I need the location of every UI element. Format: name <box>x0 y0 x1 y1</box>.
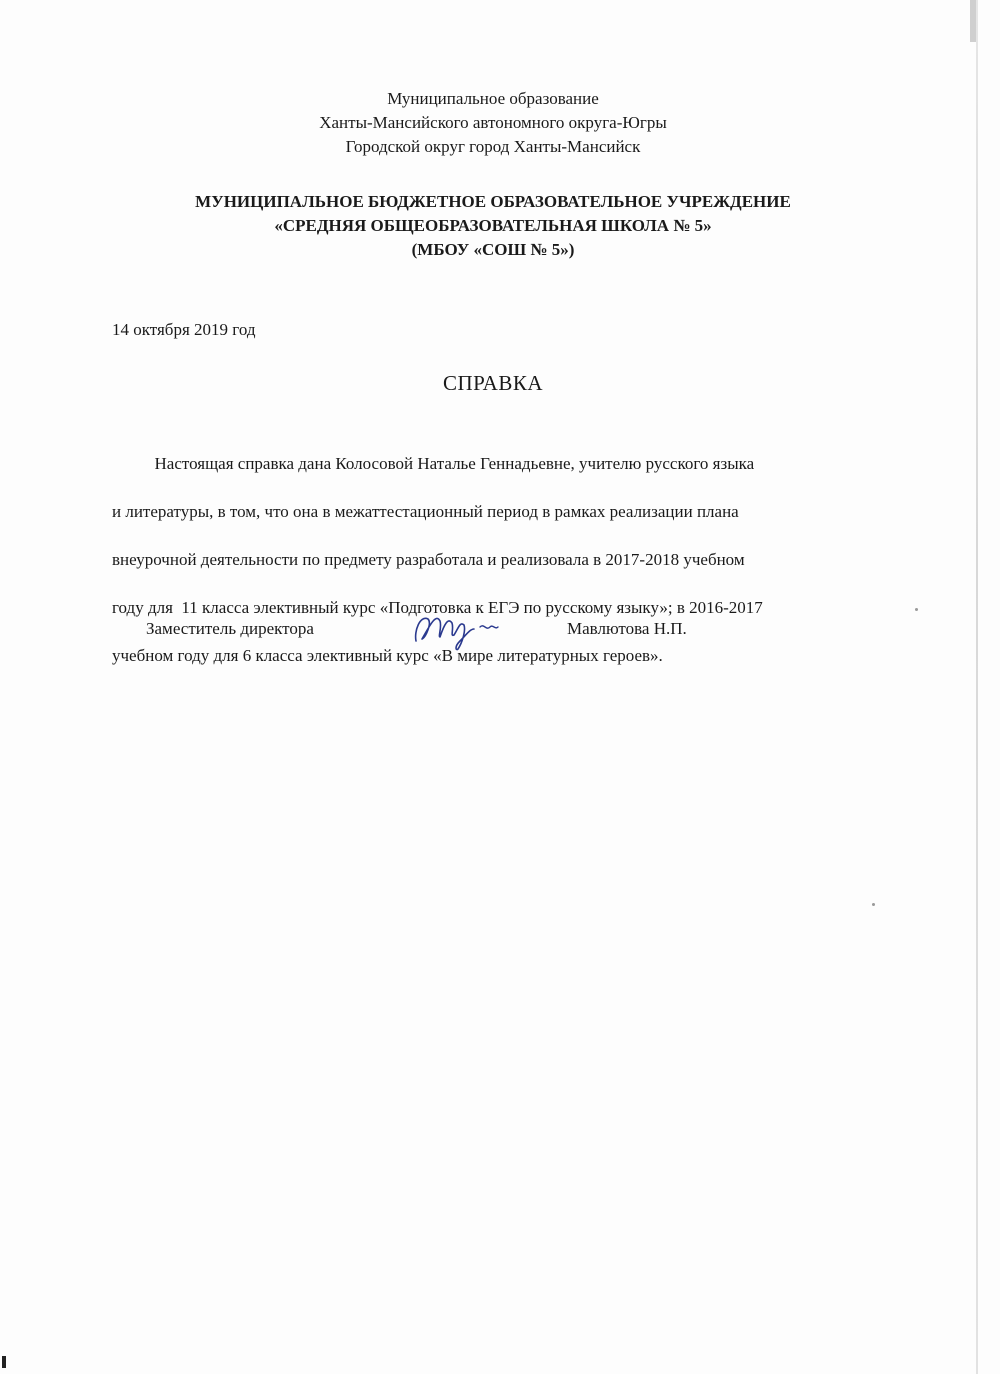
scan-edge <box>976 0 978 1374</box>
municipality-header <box>90 87 896 159</box>
scan-speck <box>872 903 875 906</box>
organization-name <box>90 190 896 262</box>
header-line: Ханты-Мансийского автономного округа-Югры <box>319 113 667 132</box>
body-line: внеурочной деятельности по предмету разработала и реализовала в 2017-2018 учебном <box>112 550 745 569</box>
header-line: Муниципальное образование <box>387 89 599 108</box>
organization-line: (МБОУ «СОШ № 5») <box>411 240 575 259</box>
handwritten-signature-icon <box>410 603 510 653</box>
scan-speck <box>915 608 918 611</box>
body-line: учебном году для 6 класса элективный курс «В мире литературных героев». <box>112 646 663 665</box>
header-line: Городской округ город Ханты-Мансийск <box>345 137 641 156</box>
organization-line: МУНИЦИПАЛЬНОЕ БЮДЖЕТНОЕ ОБРАЗОВАТЕЛЬНОЕ УЧРЕЖДЕНИЕ <box>195 192 791 211</box>
document-title: СПРАВКА <box>442 371 543 395</box>
body-line: и литературы, в том, что она в межаттестационный период в рамках реализации плана <box>112 502 739 521</box>
scan-artifact <box>2 1356 6 1368</box>
organization-line: «СРЕДНЯЯ ОБЩЕОБРАЗОВАТЕЛЬНАЯ ШКОЛА № 5» <box>274 216 712 235</box>
signature-block <box>0 617 1000 657</box>
signer-name: Мавлютова Н.П. <box>567 619 687 638</box>
signer-position: Заместитель директора <box>146 619 314 638</box>
document-date: 14 октября 2019 год <box>112 320 256 339</box>
body-line: году для 11 класса элективный курс «Подготовка к ЕГЭ по русскому языку»; в 2016-2017 <box>112 598 763 617</box>
scan-corner-mark <box>970 0 976 42</box>
body-line: Настоящая справка дана Колосовой Наталье Геннадьевне, учителю русского языка <box>112 454 755 473</box>
